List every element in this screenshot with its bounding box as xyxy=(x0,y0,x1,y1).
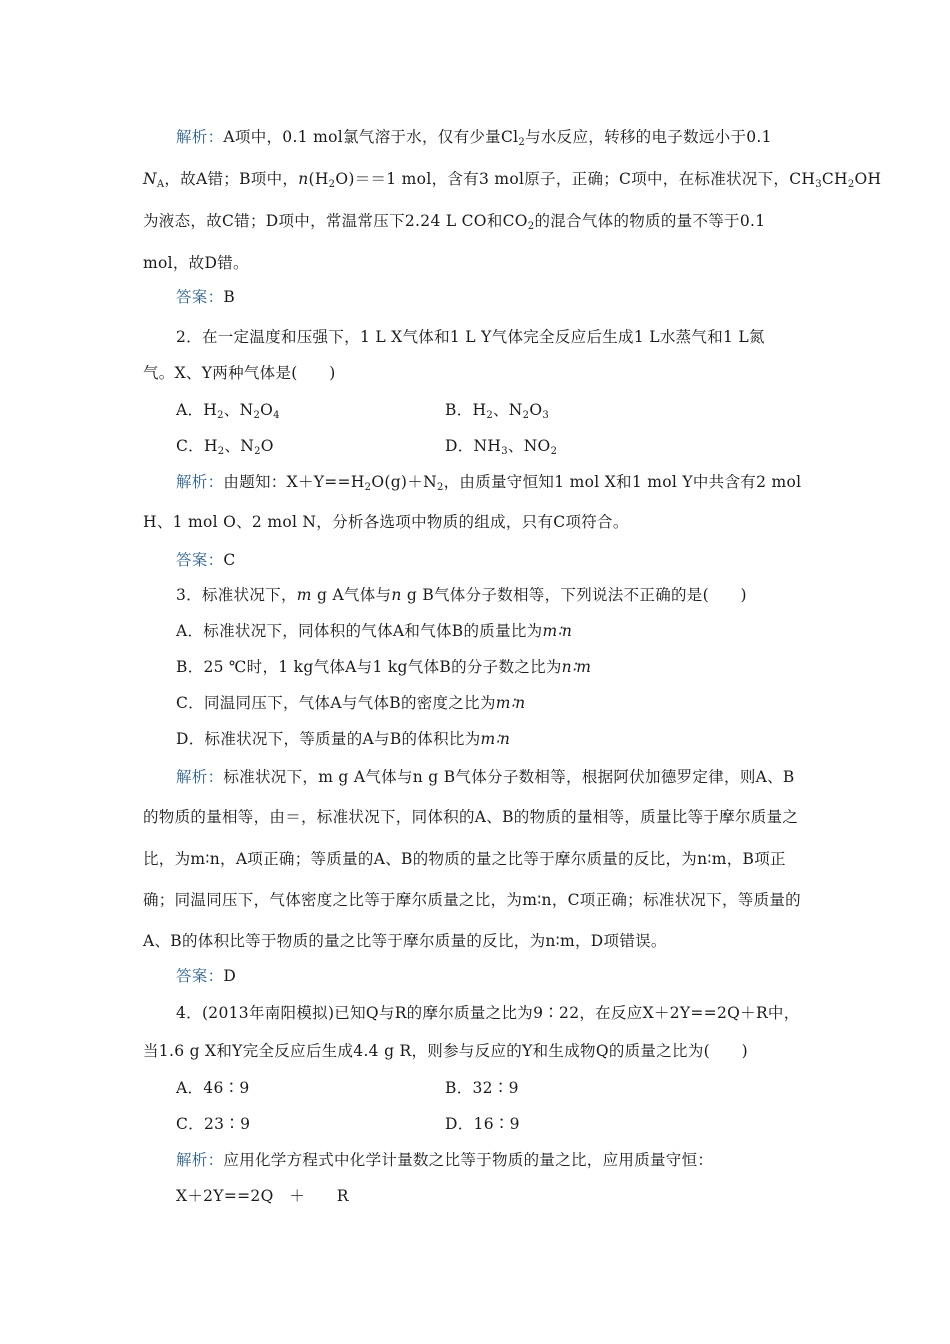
analysis-line: 确；同温同压下，气体密度之比等于摩尔质量之比，为m∶n，C项正确；标准状况下，等质量的 xyxy=(143,891,801,909)
analysis-line: 解析：应用化学方程式中化学计量数之比等于物质的量之比，应用质量守恒： xyxy=(176,1151,714,1169)
option-row xyxy=(176,400,816,420)
answer-value: C xyxy=(223,551,236,569)
analysis-label: 解析： xyxy=(176,768,224,786)
option-d: D．16∶9 xyxy=(445,1115,520,1133)
analysis-label: 解析： xyxy=(176,128,224,146)
option-c: C．$H_2$、$N_2O$ xyxy=(176,437,274,457)
answer-value: D xyxy=(223,967,237,985)
equation-line: X＋2Y==2Q ＋ R xyxy=(176,1187,349,1205)
question-line: 4．(2013年南阳模拟)已知Q与R的摩尔质量之比为9∶22，在反应X＋2Y==2Q＋R中， xyxy=(176,1004,800,1022)
analysis-line: 的物质的量相等，由＝，标准状况下，同体积的A、B的物质的量相等，质量比等于摩尔质量之 xyxy=(143,808,799,826)
analysis-line: 解析：由题知：$X+Y==H_2O(g)+N_2$，由质量守恒知1 mol X和1 mol Y中共含有2 mol xyxy=(176,473,802,493)
question-line: 当1.6 g X和Y完全反应后生成4.4 g R，则参与反应的Y和生成物Q的质量之比为( ) xyxy=(143,1042,748,1060)
option-d: D．标准状况下，等质量的A与B的体积比为m∶n xyxy=(176,730,511,748)
option-a: A．$H_2$、$N_2O_4$ xyxy=(176,401,280,421)
option-a: A．标准状况下，同体积的气体A和气体B的质量比为m∶n xyxy=(176,622,573,640)
answer-line xyxy=(176,550,846,570)
analysis-line: 为液态，故C错；D项中，常温常压下2.24 L CO和$CO_2$的混合气体的物质的量不等于0.1 xyxy=(143,212,766,232)
question-line: 气。X、Y两种气体是( ) xyxy=(143,364,336,382)
answer-label: 答案： xyxy=(176,288,224,306)
answer-line xyxy=(176,966,846,986)
analysis-line: 解析：标准状况下，m g A气体与n g B气体分子数相等，根据阿伏加德罗定律，则A、B xyxy=(176,768,795,786)
option-c: C．同温同压下，气体A与气体B的密度之比为m∶n xyxy=(176,694,526,712)
analysis-line: mol，故D错。 xyxy=(143,254,249,272)
analysis-line: 比，为m∶n，A项正确；等质量的A、B的物质的量之比等于摩尔质量的反比，为n∶m，B项正 xyxy=(143,850,786,868)
question-line: 2．在一定温度和压强下，1 L X气体和1 L Y气体完全反应后生成1 L水蒸气和1 L氮 xyxy=(176,328,765,346)
answer-value: B xyxy=(223,288,236,306)
option-row xyxy=(176,1114,816,1134)
option-row xyxy=(176,436,816,456)
option-row xyxy=(176,1078,816,1098)
analysis-line: H、1 mol O、2 mol N，分析各选项中物质的组成，只有C项符合。 xyxy=(143,513,629,531)
analysis-label: 解析： xyxy=(176,473,224,491)
option-b: B．25 ℃时，1 kg气体A与1 kg气体B的分子数之比为n∶m xyxy=(176,658,592,676)
option-a: A．46∶9 xyxy=(176,1079,250,1097)
analysis-line: $N_A$，故A错；B项中，$n(H_2O)==1$ mol，含有3 mol原子，正确；C项中，在标准状况下，$CH_3CH_2OH$ xyxy=(143,170,882,190)
answer-line xyxy=(176,287,846,307)
analysis-label: 解析： xyxy=(176,1151,224,1169)
answer-label: 答案： xyxy=(176,967,224,985)
option-b: B．32∶9 xyxy=(445,1079,519,1097)
option-b: B．$H_2$、$N_2O_3$ xyxy=(445,401,550,421)
analysis-line: 解析：A项中，0.1 mol氯气溶于水，仅有少量$Cl_2$与水反应，转移的电子数远小于0.1 xyxy=(176,128,772,148)
option-c: C．23∶9 xyxy=(176,1115,251,1133)
option-d: D．$NH_3$、$NO_2$ xyxy=(445,437,558,457)
answer-label: 答案： xyxy=(176,551,224,569)
question-line: 3．标准状况下，m g A气体与n g B气体分子数相等，下列说法不正确的是( ) xyxy=(176,586,747,604)
analysis-line: A、B的体积比等于物质的量之比等于摩尔质量的反比，为n∶m，D项错误。 xyxy=(143,932,667,950)
